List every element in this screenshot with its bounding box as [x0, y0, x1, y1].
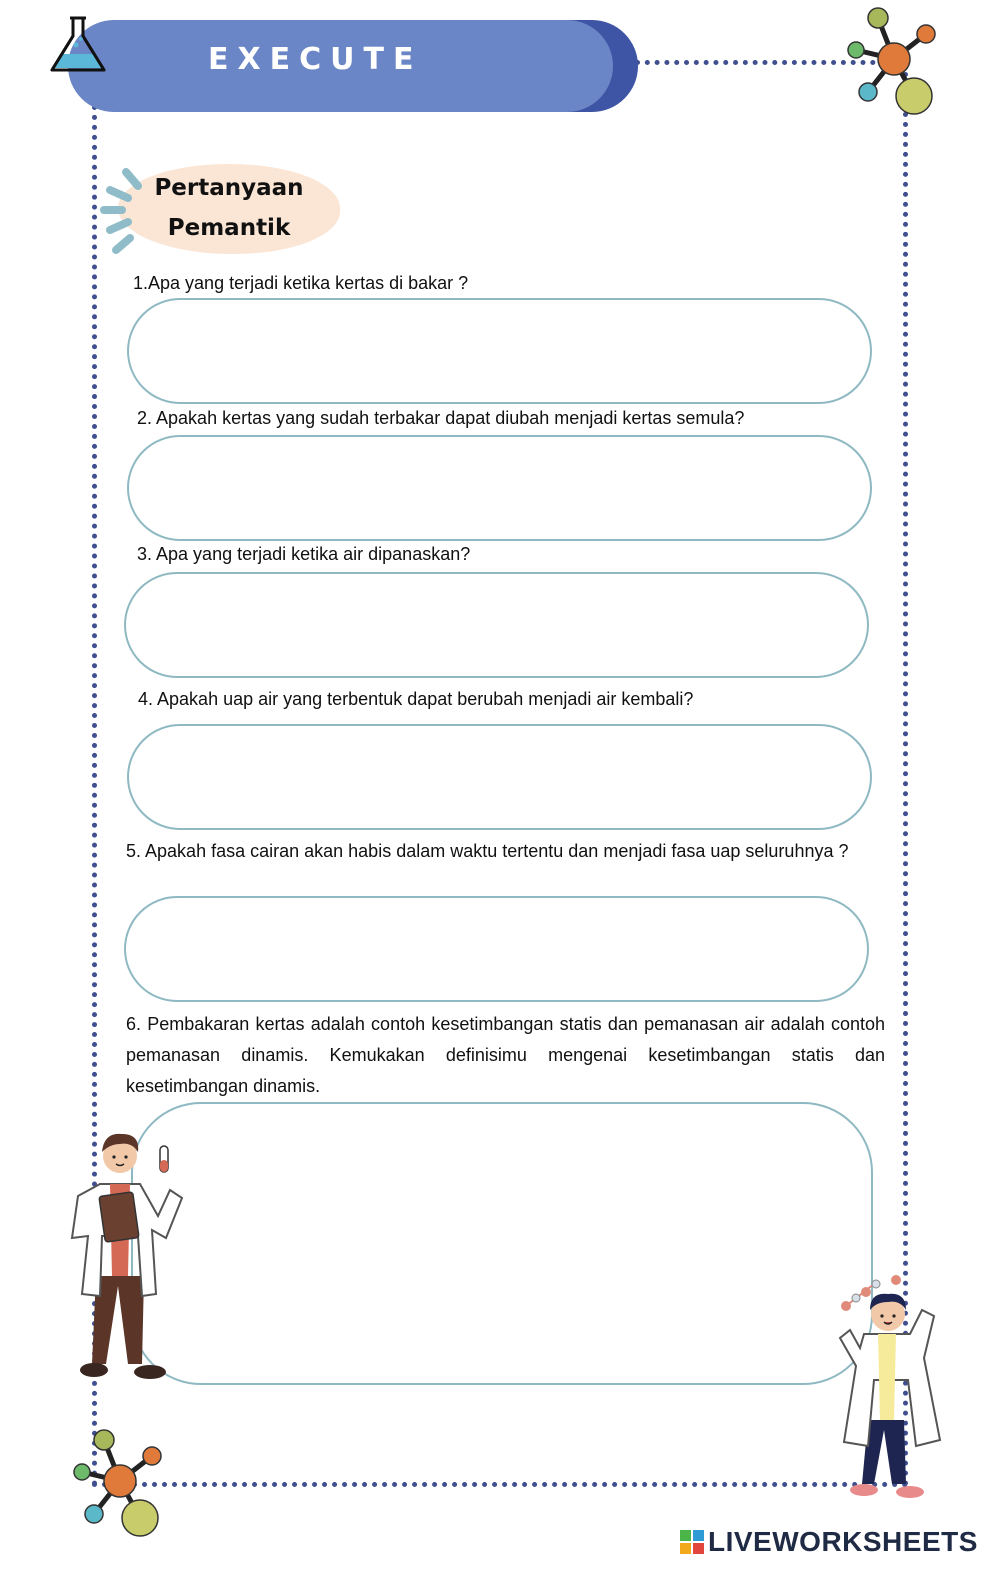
question-6: [126, 1009, 885, 1102]
molecule-icon: [842, 4, 942, 124]
question-text: Apakah uap air yang terbentuk dapat berubah menjadi air kembali?: [157, 689, 694, 709]
frame-bottom-border: [92, 1482, 908, 1487]
question-text: Apakah fasa cairan akan habis dalam waktu tertentu dan menjadi fasa uap seluruhnya ?: [145, 841, 849, 861]
question-number: 6.: [126, 1014, 142, 1034]
scientist-illustration-left: [66, 1126, 190, 1388]
answer-field-3[interactable]: [124, 572, 869, 678]
scientist-illustration-right: [834, 1270, 950, 1502]
molecule-icon-bottom: [68, 1426, 168, 1546]
question-3: [137, 539, 877, 570]
question-number: 1.: [133, 273, 149, 293]
section-heading-line1: Pertanyaan: [154, 175, 304, 201]
question-1: [133, 268, 873, 299]
question-number: 4.: [138, 689, 154, 709]
brand-logo-icon: [680, 1530, 704, 1554]
section-heading-line2: Pemantik: [167, 215, 291, 241]
section-heading: [118, 168, 340, 248]
question-text: Pembakaran kertas adalah contoh kesetimbangan statis dan pemanasan air adalah contoh pemanasan dinamis. Kemukakan definisimu mengenai kesetimbangan statis dan kesetimbangan dinamis.: [126, 1014, 885, 1096]
answer-field-5[interactable]: [124, 896, 869, 1002]
answer-field-6[interactable]: [131, 1102, 873, 1385]
answer-field-4[interactable]: [127, 724, 872, 830]
question-number: 3.: [137, 544, 153, 564]
page-title: EXECUTE: [208, 42, 423, 77]
question-number: 2.: [137, 408, 153, 428]
question-4: [138, 684, 878, 715]
question-2: [137, 403, 897, 434]
answer-field-2[interactable]: [127, 435, 872, 541]
question-text: Apa yang terjadi ketika air dipanaskan?: [156, 544, 471, 564]
question-text: Apakah kertas yang sudah terbakar dapat diubah menjadi kertas semula?: [156, 408, 745, 428]
brand-footer: [680, 1526, 978, 1558]
question-number: 5.: [126, 841, 142, 861]
brand-name: LIVEWORKSHEETS: [708, 1526, 978, 1557]
flask-icon: [46, 12, 110, 76]
question-5: [126, 836, 890, 867]
question-text: Apa yang terjadi ketika kertas di bakar ?: [148, 273, 469, 293]
answer-field-1[interactable]: [127, 298, 872, 404]
